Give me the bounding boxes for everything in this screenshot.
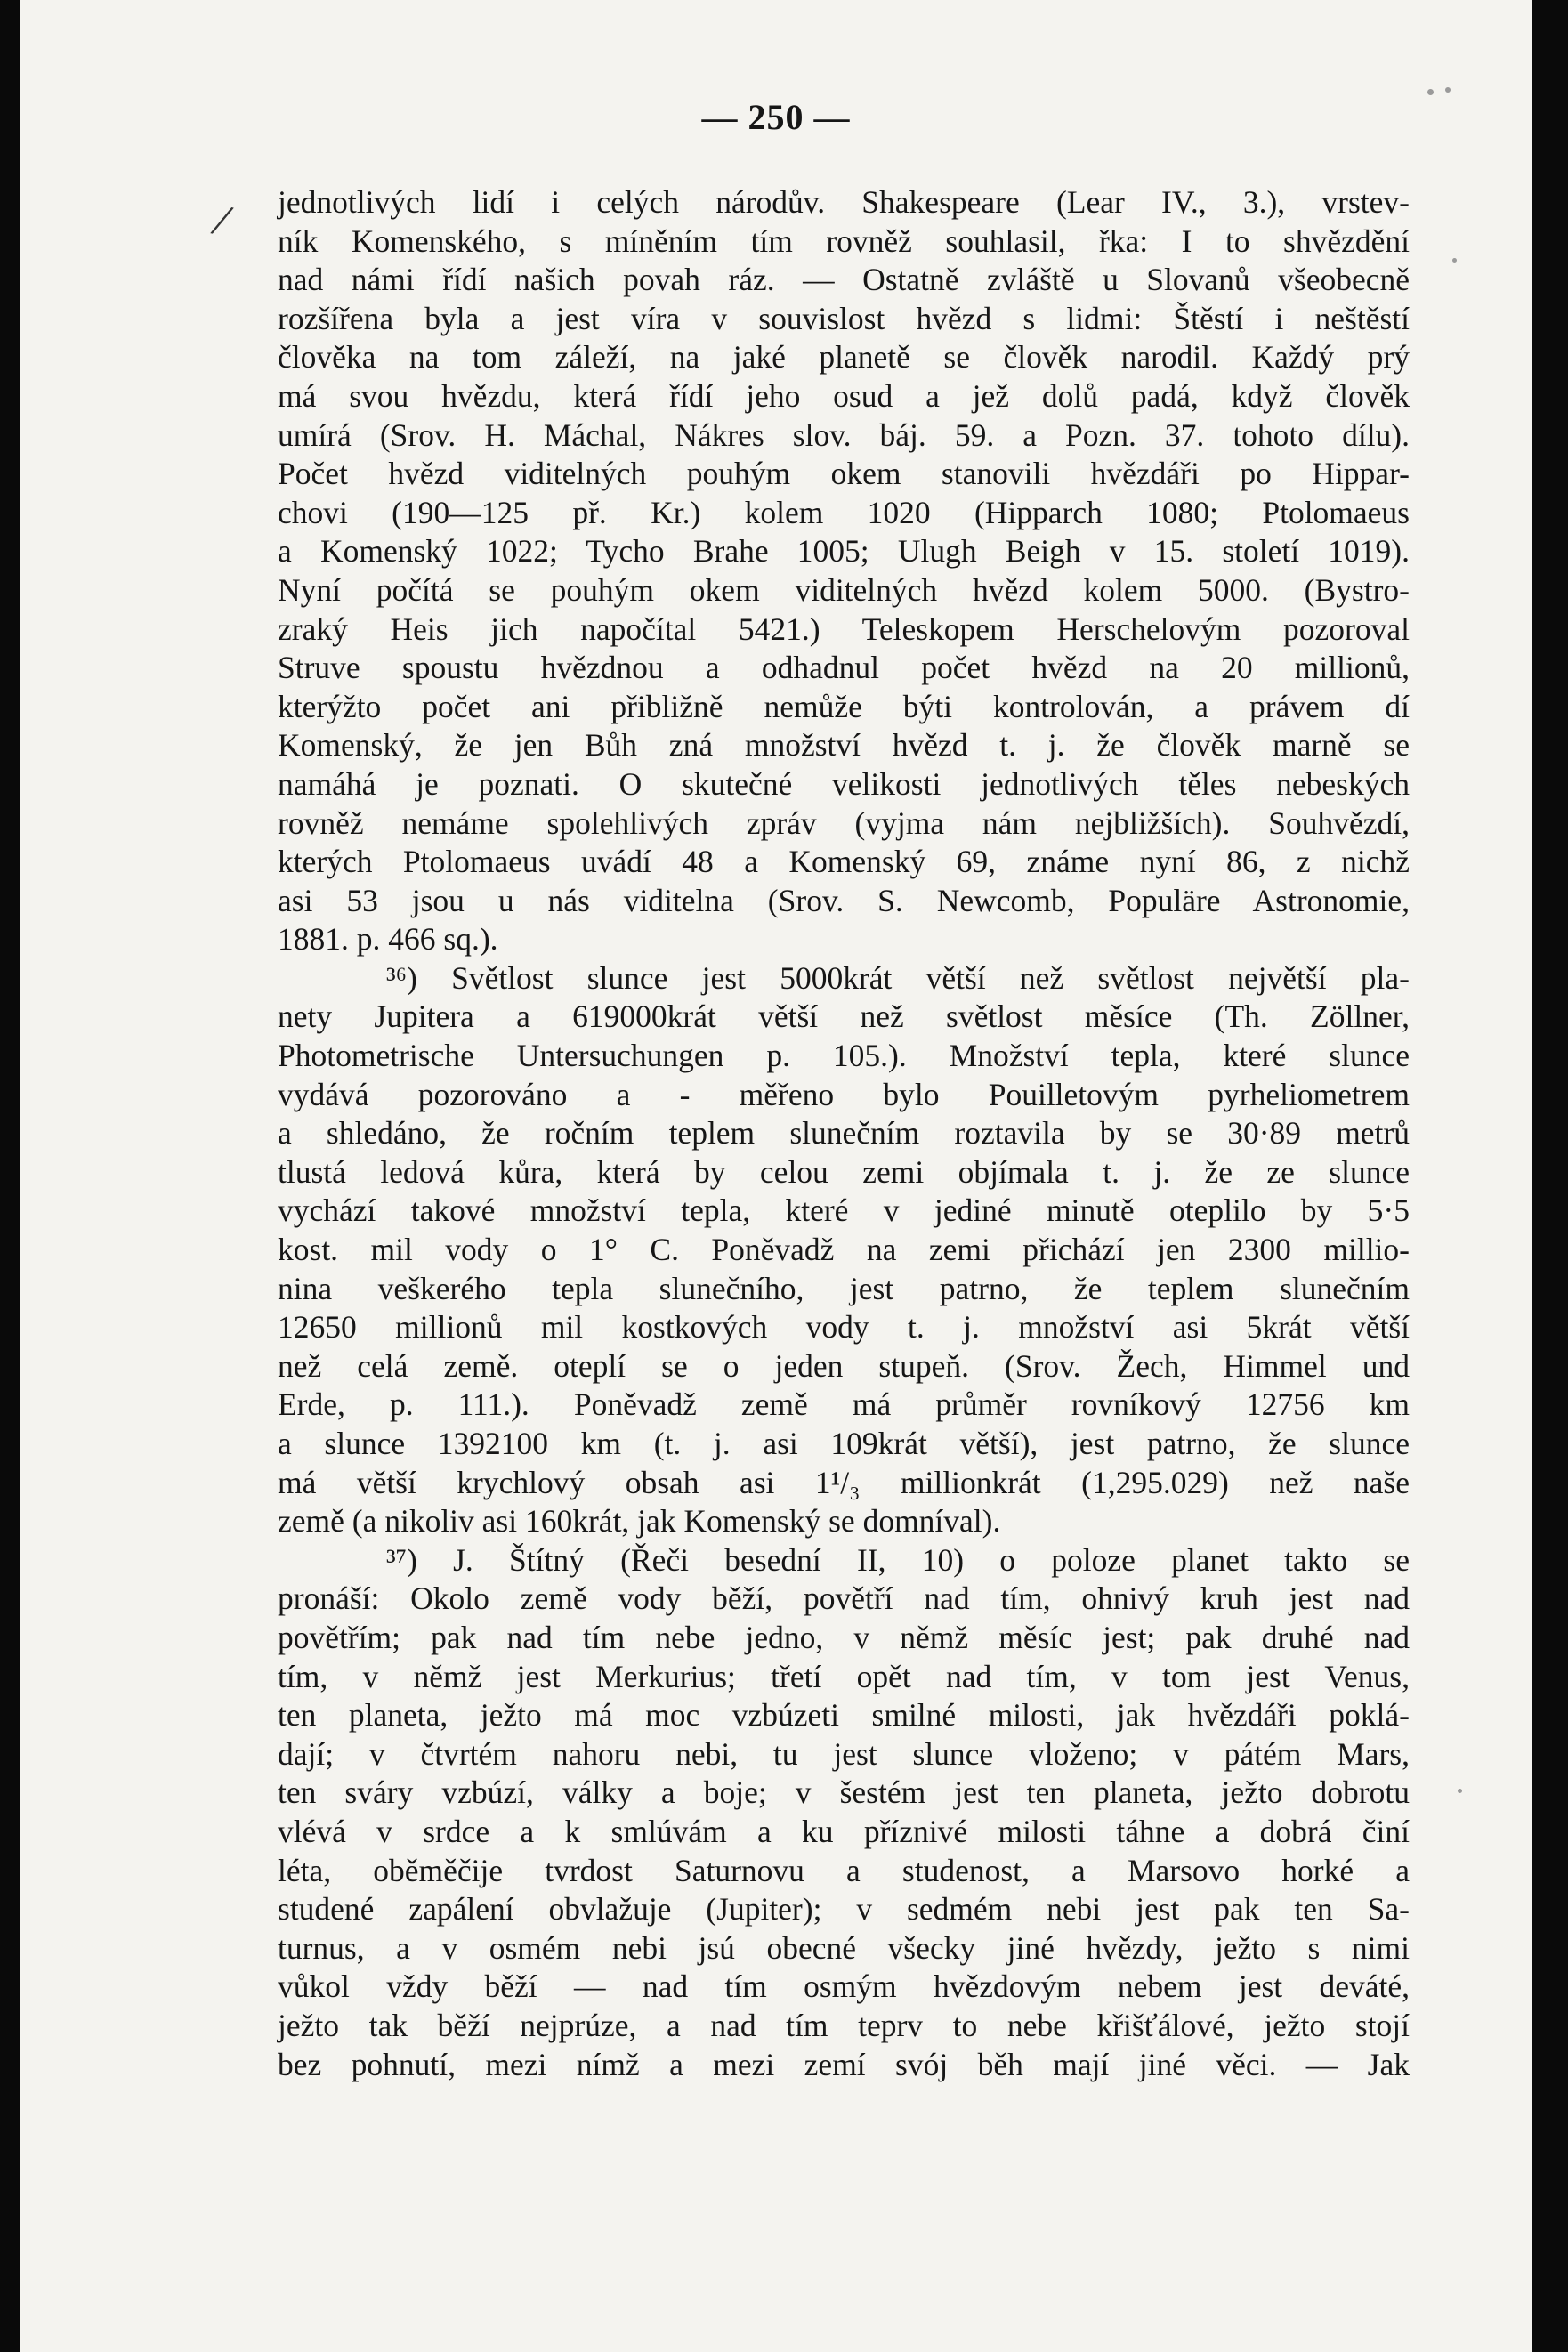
- text-line: Photometrische Untersuchungen p. 105.). Množství tepla, které slunce: [278, 1038, 1410, 1074]
- text-line: 1881. p. 466 sq.).: [278, 921, 498, 958]
- text-line: povětřím; pak nad tím nebe jedno, v němž měsíc jest; pak druhé nad: [278, 1619, 1410, 1655]
- text-line: namáhá je poznati. O skutečné velikosti jednotlivých těles nebeských: [278, 765, 1410, 802]
- text-line: zraký Heis jich napočítal 5421.) Teleskopem Herschelovým pozoroval: [278, 610, 1410, 647]
- scan-speck: [1445, 87, 1451, 93]
- book-page: [20, 0, 1532, 2352]
- text-line: má svou hvězdu, která řídí jeho osud a jež dolů padá, když člověk: [278, 377, 1410, 414]
- text-line: a slunce 1392100 km (t. j. asi 109krát větší), jest patrno, že slunce: [278, 1426, 1410, 1461]
- scan-speck: [1452, 258, 1457, 263]
- text-line: turnus, a v osmém nebi jsú obecné všecky jiné hvězdy, ježto s nimi: [278, 1929, 1410, 1966]
- text-line: pronáší: Okolo země vody běží, povětří nad tím, ohnivý kruh jest nad: [278, 1580, 1410, 1617]
- text-line: ježto tak běží nejprúze, a nad tím teprv to nebe křišťálové, ježto stojí: [278, 2007, 1410, 2043]
- text-line: 12650 millionů mil kostkových vody t. j. množství asi 5krát větší: [278, 1309, 1410, 1346]
- text-line: než celá země. oteplí se o jeden stupeň. (Srov. Žech, Himmel und: [278, 1347, 1410, 1384]
- text-line: léta, oběměčije tvrdost Saturnovu a studenost, a Marsovo horké a: [278, 1852, 1410, 1888]
- text-line: tlustá ledová kůra, která by celou zemi objímala t. j. že ze slunce: [278, 1153, 1410, 1190]
- text-line: ten sváry vzbúzí, války a boje; v šestém jest ten planeta, ježto dobrotu: [278, 1774, 1410, 1811]
- margin-pencil-mark: /: [210, 194, 233, 246]
- page-number: — 250 —: [701, 97, 851, 137]
- text-line: umírá (Srov. H. Máchal, Nákres slov. báj. 59. a Pozn. 37. tohoto dílu).: [278, 416, 1410, 453]
- body-text: [278, 183, 1410, 2084]
- text-line: ten planeta, ježto má moc vzbúzeti smilné milosti, jak hvězdáři poklá-: [278, 1697, 1410, 1734]
- text-line: nad námi řídí našich povah ráz. — Ostatně zvláště u Slovanů všeobecně: [278, 262, 1410, 298]
- text-line: ník Komenského, s míněním tím rovněž souhlasil, řka: I to shvězdění: [278, 222, 1410, 259]
- text-line: studené zapálení obvlažuje (Jupiter); v sedmém nebi jest pak ten Sa-: [278, 1891, 1410, 1928]
- text-line: bez pohnutí, mezi nímž a mezi zemí svój běh mají jiné věci. — Jak: [278, 2046, 1410, 2082]
- text-line: má větší krychlový obsah asi 1¹/₃ millionkrát (1,295.029) než naše: [278, 1464, 1410, 1500]
- text-line: kterýžto počet ani přibližně nemůže býti kontrolován, a právem dí: [278, 688, 1410, 724]
- text-line: Nyní počítá se pouhým okem viditelných hvězd kolem 5000. (Bystro-: [278, 571, 1410, 608]
- text-line: Počet hvězd viditelných pouhým okem stanovili hvězdáři po Hippar-: [278, 456, 1410, 492]
- text-line: vychází takové množství tepla, které v jediné minutě oteplilo by 5·5: [278, 1192, 1410, 1229]
- text-line: rovněž nemáme spolehlivých zpráv (vyjma nám nejbližších). Souhvězdí,: [278, 804, 1410, 841]
- text-line: rozšířena byla a jest víra v souvislost hvězd s lidmi: Štěstí i neštěstí: [278, 300, 1410, 336]
- text-line: Komenský, že jen Bůh zná množství hvězd t. j. že člověk marně se: [278, 727, 1410, 764]
- text-line: dají; v čtvrtém nahoru nebi, tu jest slunce vloženo; v pátém Mars,: [278, 1735, 1410, 1772]
- text-line: a Komenský 1022; Tycho Brahe 1005; Ulugh Beigh v 15. století 1019).: [278, 533, 1410, 570]
- text-line: člověka na tom záleží, na jaké planetě se člověk narodil. Každý prý: [278, 339, 1410, 376]
- text-line: Erde, p. 111.). Poněvadž země má průměr rovníkový 12756 km: [278, 1386, 1410, 1423]
- text-line: tím, v němž jest Merkurius; třetí opět nad tím, v tom jest Venus,: [278, 1658, 1410, 1694]
- scan-speck: [1458, 1789, 1462, 1793]
- footnote-36-start: ³⁶) Světlost slunce jest 5000krát větší než světlost největší pla-: [386, 959, 1410, 996]
- text-line: vůkol vždy běží — nad tím osmým hvězdovým nebem jest deváté,: [278, 1968, 1410, 2005]
- text-line: kost. mil vody o 1° C. Poněvadž na zemi přichází jen 2300 milliο-: [278, 1232, 1410, 1268]
- text-line: jednotlivých lidí i celých národův. Shakespeare (Lear IV., 3.), vrstev-: [278, 184, 1410, 220]
- footnote-37-start: ³⁷) J. Štítný (Řeči besední II, 10) o poloze planet takto se: [386, 1541, 1410, 1578]
- text-line: nety Jupitera a 619000krát větší než světlost měsíce (Th. Zöllner,: [278, 998, 1410, 1035]
- text-line: Struve spoustu hvězdnou a odhadnul počet hvězd na 20 millionů,: [278, 650, 1410, 686]
- text-line: a shledáno, že ročním teplem slunečním roztavila by se 30·89 metrů: [278, 1115, 1410, 1152]
- text-line: nina veškerého tepla slunečního, jest patrno, že teplem slunečním: [278, 1270, 1410, 1306]
- text-line: vydává pozorováno a - měřeno bylo Pouilletovým pyrheliometrem: [278, 1076, 1410, 1112]
- text-line: chovi (190—125 př. Kr.) kolem 1020 (Hipparch 1080; Ptolomaeus: [278, 494, 1410, 530]
- text-line: kterých Ptolomaeus uvádí 48 a Komenský 69, známe nyní 86, z nichž: [278, 844, 1410, 880]
- text-line: vlévá v srdce a k smlúvám a ku příznivé milosti táhne a dobrá činí: [278, 1813, 1410, 1849]
- text-line: asi 53 jsou u nás viditelna (Srov. S. Newcomb, Populäre Astronomie,: [278, 882, 1410, 918]
- scan-speck: [1427, 89, 1434, 95]
- text-line: země (a nikoliv asi 160krát, jak Komenský se domníval).: [278, 1503, 1001, 1540]
